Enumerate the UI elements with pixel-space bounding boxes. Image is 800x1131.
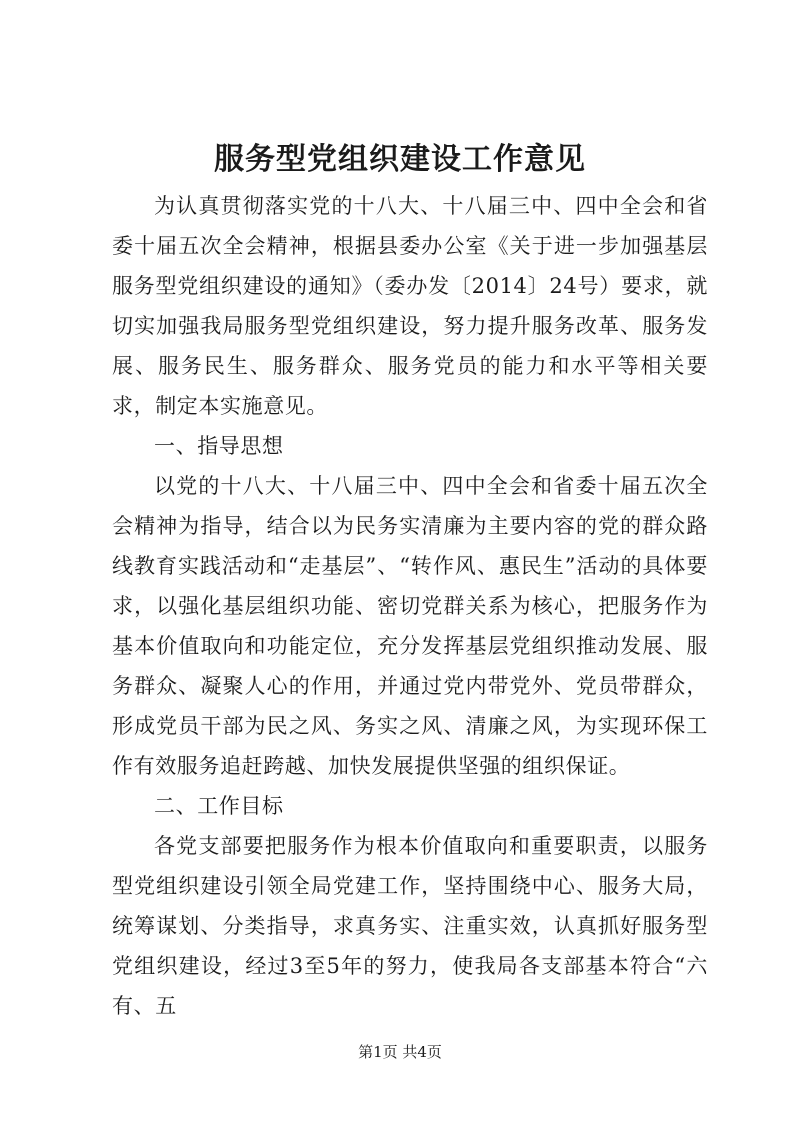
- paragraph-guiding-ideology: 以党的十八大、十八届三中、四中全会和省委十届五次全会精神为指导，结合以为民务实清廉为主要内容的党的群众路线教育实践活动和“走基层”、“转作风、惠民生”活动的具体要求，以强化基层组织功能、密切党群关系为核心，把服务作为基本价值取向和功能定位，充分发挥基层党组织推动发展、服务群众、凝聚人心的作用，并通过党内带党外、党员带群众，形成党员干部为民之风、务实之风、清廉之风，为实现环保工作有效服务追赶跨越、加快发展提供坚强的组织保证。: [112, 474, 708, 778]
- page-number-footer: 第1页 共4页: [358, 1043, 442, 1061]
- section-heading-guiding-ideology: 一、指导思想: [154, 434, 284, 458]
- paragraph-work-goals: 各党支部要把服务作为根本价值取向和重要职责，以服务型党组织建设引领全局党建工作，坚持围绕中心、服务大局，统筹谋划、分类指导，求真务实、注重实效，认真抓好服务型党组织建设，经过3至5年的努力，使我局各支部基本符合“六有、五: [112, 834, 708, 1018]
- document-body: [112, 186, 708, 1026]
- section-heading-work-goals: 二、工作目标: [154, 794, 284, 818]
- document-title: 服务型党组织建设工作意见: [214, 142, 586, 177]
- paragraph-intro: 为认真贯彻落实党的十八大、十八届三中、四中全会和省委十届五次全会精神，根据县委办公室《关于进一步加强基层服务型党组织建设的通知》（委办发〔2014〕24号）要求，就切实加强我局服务型党组织建设，努力提升服务改革、服务发展、服务民生、服务群众、服务党员的能力和水平等相关要求，制定本实施意见。: [112, 194, 708, 418]
